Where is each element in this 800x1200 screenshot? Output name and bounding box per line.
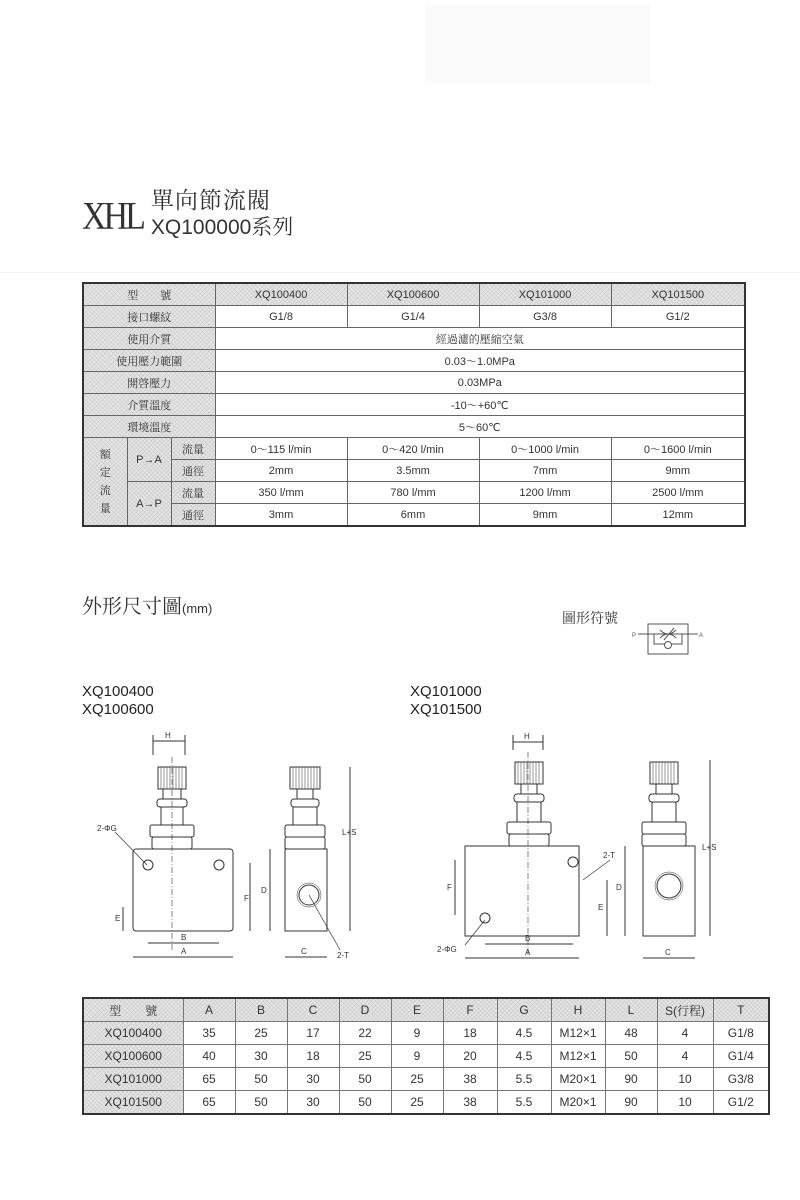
table-cell: 4.5 <box>497 1045 551 1068</box>
flow-row-ap-flow <box>83 482 745 504</box>
spec-row-medium <box>83 328 745 350</box>
table-cell: 38 <box>443 1068 497 1091</box>
drawing-model-label: XQ100600 <box>82 701 154 718</box>
label-t: 2-T <box>603 851 615 860</box>
spec-value: -10～+60℃ <box>215 394 745 416</box>
column-header: B <box>235 998 287 1022</box>
flow-value: 350 l/mm <box>215 482 347 504</box>
label-ls: L+S <box>702 843 717 852</box>
spec-value: G3/8 <box>479 306 611 328</box>
spec-row-medium-temp <box>83 394 745 416</box>
table-cell: 5.5 <box>497 1068 551 1091</box>
label-e: E <box>598 903 604 912</box>
flow-value: 0～1600 l/min <box>611 438 745 460</box>
label-h: H <box>524 732 530 741</box>
column-header: G <box>497 998 551 1022</box>
table-cell: 4.5 <box>497 1022 551 1045</box>
flow-sub-label: 通徑 <box>171 504 215 527</box>
table-cell: M12×1 <box>551 1022 605 1045</box>
table-cell: M12×1 <box>551 1045 605 1068</box>
table-cell: 20 <box>443 1045 497 1068</box>
flow-value: 0～420 l/min <box>347 438 479 460</box>
column-header: F <box>443 998 497 1022</box>
table-cell: 4 <box>657 1022 713 1045</box>
label-t: 2-T <box>337 951 349 960</box>
table-cell: M20×1 <box>551 1091 605 1115</box>
rated-flow-char: 額 <box>99 448 111 461</box>
spec-label: 使用介質 <box>83 328 215 350</box>
table-cell: 30 <box>235 1045 287 1068</box>
table-cell: 40 <box>183 1045 235 1068</box>
spec-value: 經過濾的壓縮空氣 <box>215 328 745 350</box>
drawing-group-small <box>82 683 154 719</box>
flow-row-pa-flow <box>83 438 745 460</box>
table-cell: G3/8 <box>713 1068 769 1091</box>
spec-row-ambient-temp <box>83 416 745 438</box>
dimension-table <box>82 997 770 1115</box>
table-cell: M20×1 <box>551 1068 605 1091</box>
table-cell: 9 <box>391 1045 443 1068</box>
table-cell: 10 <box>657 1068 713 1091</box>
table-cell: 90 <box>605 1068 657 1091</box>
table-cell: 50 <box>339 1068 391 1091</box>
model-header: XQ100600 <box>347 283 479 306</box>
table-row <box>83 1022 769 1045</box>
flow-value: 12mm <box>611 504 745 527</box>
model-cell: XQ101500 <box>83 1091 183 1115</box>
table-cell: 50 <box>339 1091 391 1115</box>
table-cell: 48 <box>605 1022 657 1045</box>
table-cell: 65 <box>183 1068 235 1091</box>
spec-label: 開啓壓力 <box>83 372 215 394</box>
label-c: C <box>665 948 671 957</box>
spec-value: G1/4 <box>347 306 479 328</box>
brand-logo: XHL <box>82 195 143 238</box>
scan-artifact <box>425 5 650 85</box>
table-cell: 50 <box>235 1068 287 1091</box>
drawing-group-large <box>410 683 482 719</box>
model-header: XQ101500 <box>611 283 745 306</box>
column-header: E <box>391 998 443 1022</box>
flow-value: 2mm <box>215 460 347 482</box>
table-cell: 17 <box>287 1022 339 1045</box>
spec-row-pressure-range <box>83 350 745 372</box>
flow-value: 0～1000 l/min <box>479 438 611 460</box>
flow-row-ap-bore <box>83 504 745 527</box>
spec-value: G1/8 <box>215 306 347 328</box>
model-header: XQ101000 <box>479 283 611 306</box>
label-a: A <box>525 948 531 957</box>
table-cell: 25 <box>391 1068 443 1091</box>
spec-value: 0.03MPa <box>215 372 745 394</box>
dimension-header-row <box>83 998 769 1022</box>
drawing-model-label: XQ101500 <box>410 701 482 718</box>
drawing-small-models <box>95 725 365 970</box>
model-cell: XQ100600 <box>83 1045 183 1068</box>
spec-value: 5～60℃ <box>215 416 745 438</box>
column-header: C <box>287 998 339 1022</box>
rated-flow-char: 定 <box>99 466 111 479</box>
table-cell: 50 <box>235 1091 287 1115</box>
table-cell: 50 <box>605 1045 657 1068</box>
table-row <box>83 1045 769 1068</box>
dimensions-unit: (mm) <box>182 601 213 616</box>
table-cell: G1/2 <box>713 1091 769 1115</box>
table-cell: 22 <box>339 1022 391 1045</box>
table-row <box>83 1068 769 1091</box>
product-series: XQ100000系列 <box>150 216 294 239</box>
direction-label: A→P <box>127 482 171 527</box>
spec-label: 接口螺紋 <box>83 306 215 328</box>
dimensions-title <box>82 590 212 619</box>
column-header: T <box>713 998 769 1022</box>
model-cell: XQ100400 <box>83 1022 183 1045</box>
column-header: S(行程) <box>657 998 713 1022</box>
label-h: H <box>165 731 171 740</box>
table-cell: G1/8 <box>713 1022 769 1045</box>
flow-value: 7mm <box>479 460 611 482</box>
table-cell: 25 <box>339 1045 391 1068</box>
direction-label: P→A <box>127 438 171 482</box>
rated-flow-char: 流 <box>99 484 111 497</box>
column-header: H <box>551 998 605 1022</box>
table-cell: 30 <box>287 1068 339 1091</box>
spec-value: G1/2 <box>611 306 745 328</box>
dimensions-title-text: 外形尺寸圖 <box>82 596 182 618</box>
table-cell: 9 <box>391 1022 443 1045</box>
spec-table <box>82 282 746 527</box>
label-e: E <box>115 914 121 923</box>
column-header: L <box>605 998 657 1022</box>
flow-value: 0～115 l/min <box>215 438 347 460</box>
flow-sub-label: 流量 <box>171 438 215 460</box>
label-c: C <box>301 947 307 956</box>
drawing-large-models <box>435 730 725 970</box>
port-p: P <box>632 633 637 639</box>
flow-value: 3mm <box>215 504 347 527</box>
label-a: A <box>181 947 187 956</box>
drawing-model-label: XQ101000 <box>410 683 482 700</box>
model-header: XQ100400 <box>215 283 347 306</box>
page-header <box>82 186 293 242</box>
table-cell: 35 <box>183 1022 235 1045</box>
flow-value: 1200 l/mm <box>479 482 611 504</box>
flow-value: 3.5mm <box>347 460 479 482</box>
table-cell: G1/4 <box>713 1045 769 1068</box>
product-title: 單向節流閥 <box>150 187 271 213</box>
rated-flow-char: 量 <box>99 502 111 515</box>
table-row <box>83 1091 769 1115</box>
table-cell: 18 <box>443 1022 497 1045</box>
flow-value: 780 l/mm <box>347 482 479 504</box>
spec-label: 介質溫度 <box>83 394 215 416</box>
table-cell: 18 <box>287 1045 339 1068</box>
spec-row-model <box>83 283 745 306</box>
label-ls: L+S <box>342 828 357 837</box>
valve-symbol-icon <box>630 620 705 660</box>
table-cell: 4 <box>657 1045 713 1068</box>
table-cell: 25 <box>235 1022 287 1045</box>
flow-value: 6mm <box>347 504 479 527</box>
flow-sub-label: 流量 <box>171 482 215 504</box>
spec-row-thread <box>83 306 745 328</box>
symbol-label: 圖形符號 <box>562 610 618 626</box>
table-cell: 30 <box>287 1091 339 1115</box>
rated-flow-label <box>83 438 127 527</box>
spec-label: 環境溫度 <box>83 416 215 438</box>
flow-row-pa-bore <box>83 460 745 482</box>
label-f: F <box>244 894 249 903</box>
label-zg: 2-ΦG <box>437 945 457 954</box>
label-b: B <box>181 933 187 942</box>
label-d: D <box>261 886 267 895</box>
flow-value: 9mm <box>611 460 745 482</box>
table-cell: 10 <box>657 1091 713 1115</box>
table-cell: 65 <box>183 1091 235 1115</box>
label-d: D <box>616 883 622 892</box>
table-cell: 5.5 <box>497 1091 551 1115</box>
spec-label: 使用壓力範圍 <box>83 350 215 372</box>
table-cell: 90 <box>605 1091 657 1115</box>
scan-line <box>0 272 800 273</box>
label-f: F <box>447 883 452 892</box>
drawing-model-label: XQ100400 <box>82 683 154 700</box>
model-cell: XQ101000 <box>83 1068 183 1091</box>
label-b: B <box>525 934 531 943</box>
spec-label: 型 號 <box>83 283 215 306</box>
flow-value: 2500 l/mm <box>611 482 745 504</box>
flow-sub-label: 通徑 <box>171 460 215 482</box>
label-zg: 2-ΦG <box>97 824 117 833</box>
column-header: A <box>183 998 235 1022</box>
table-cell: 25 <box>391 1091 443 1115</box>
table-cell: 38 <box>443 1091 497 1115</box>
spec-row-cracking-pressure <box>83 372 745 394</box>
port-a: A <box>699 633 704 639</box>
spec-value: 0.03～1.0MPa <box>215 350 745 372</box>
column-header: D <box>339 998 391 1022</box>
flow-value: 9mm <box>479 504 611 527</box>
column-header: 型 號 <box>83 998 183 1022</box>
